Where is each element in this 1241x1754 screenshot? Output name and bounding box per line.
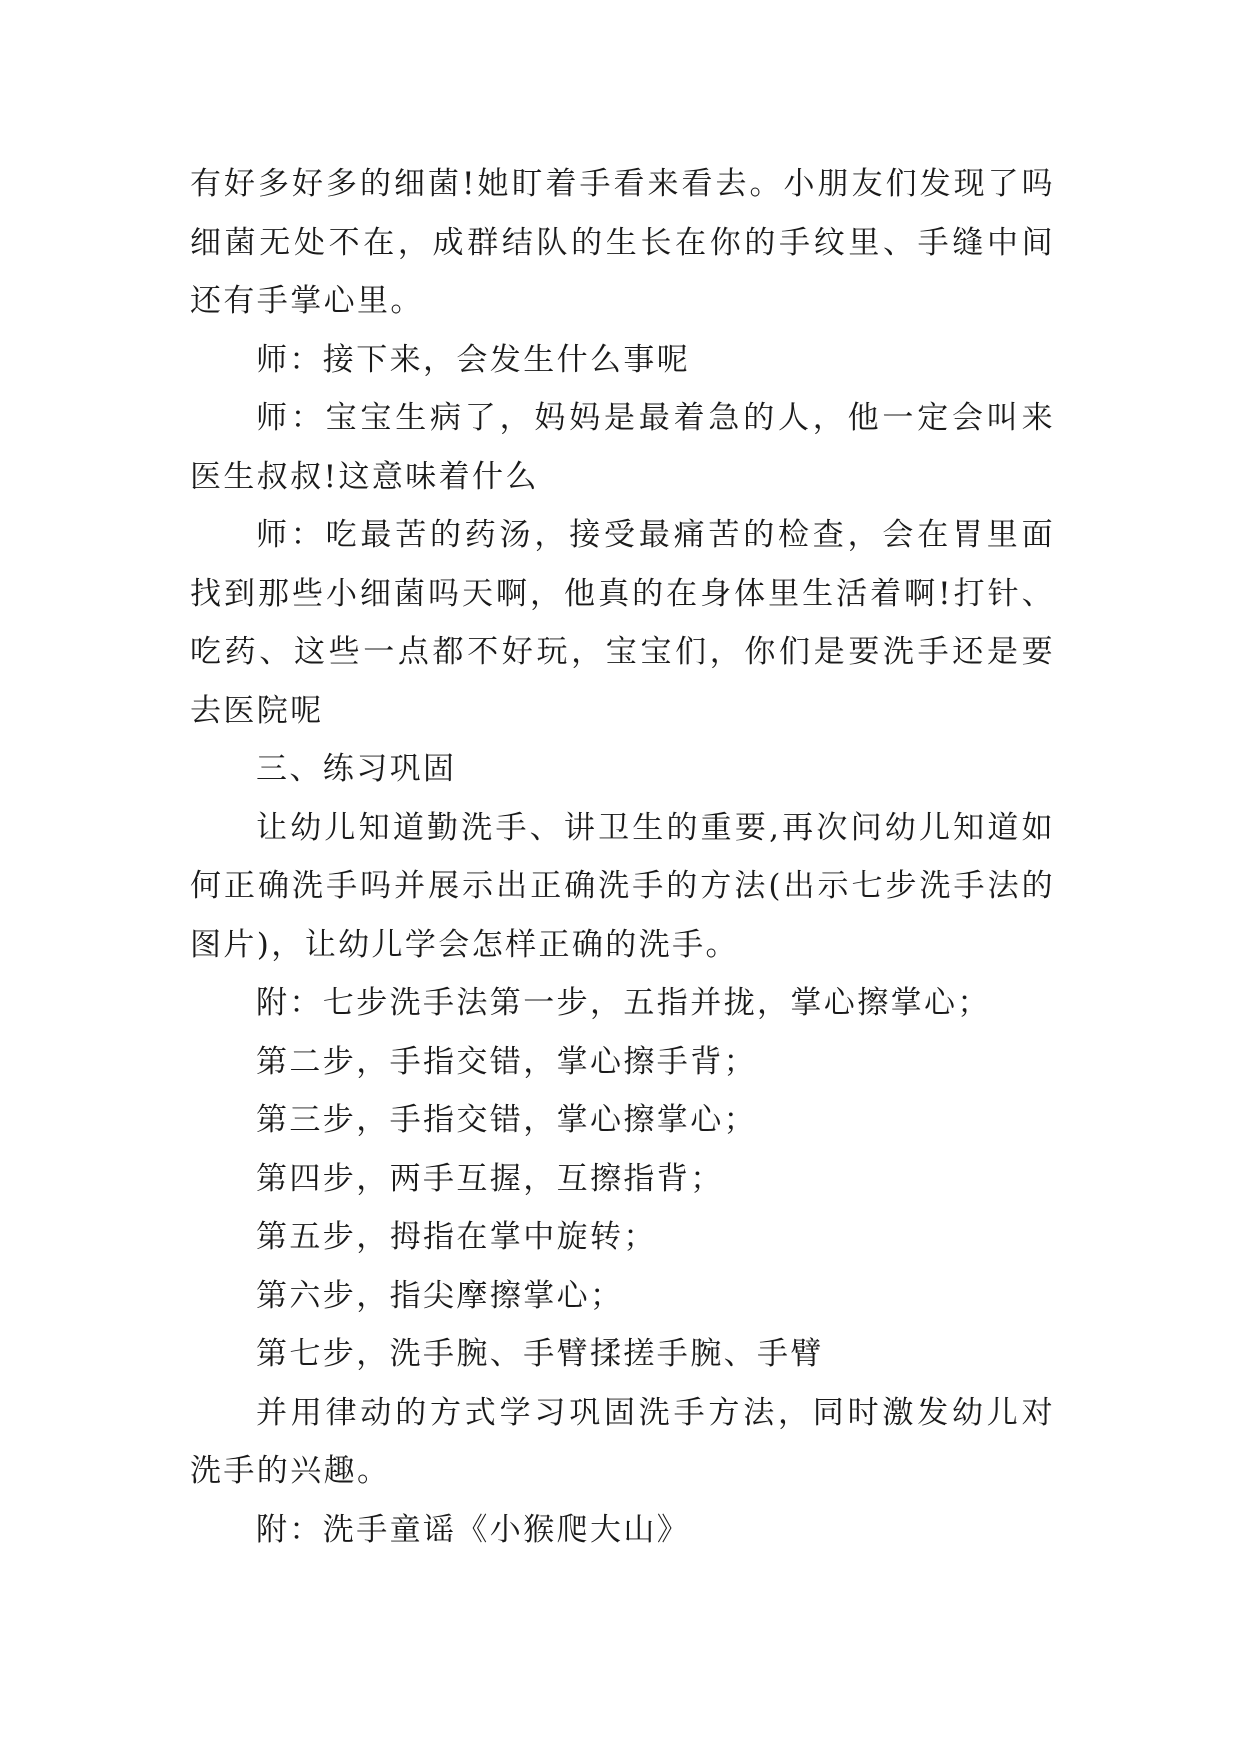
paragraph-teacher-question-next: 师：接下来，会发生什么事呢 [256,341,691,378]
list-item-step-1: 附：七步洗手法第一步，五指并拢，掌心擦掌心； [256,985,991,1021]
paragraph-teacher-medicine: 师：吃最苦的药汤，接受最痛苦的检查，会在胃里面找到那些小细菌吗天啊，他真的在身体里生活着啊!打针、吃药、这些一点都不好玩，宝宝们，你们是要洗手还是要去医院呢 [190,517,1055,729]
list-item-step-3: 第三步，手指交错，掌心擦掌心； [256,1102,757,1138]
list-item-step-2: 第二步，手指交错，掌心擦手背； [256,1043,757,1080]
list-item-step-4: 第四步，两手互握，互擦指背； [256,1160,724,1197]
paragraph-nursery-rhyme: 附：洗手童谣《小猴爬大山》 [256,1511,691,1548]
paragraph-teacher-baby-sick: 师：宝宝生病了，妈妈是最着急的人，他一定会叫来医生叔叔!这意味着什么 [190,400,1055,495]
document-body [190,155,1055,1559]
paragraph-rhythm-practice: 并用律动的方式学习巩固洗手方法，同时激发幼儿对洗手的兴趣。 [190,1394,1055,1489]
list-item-step-5: 第五步，拇指在掌中旋转； [256,1219,657,1255]
list-item-step-6: 第六步，指尖摩擦掌心； [256,1277,624,1314]
paragraph-practice-description: 让幼儿知道勤洗手、讲卫生的重要,再次问幼儿知道如何正确洗手吗并展示出正确洗手的方法(出示七步洗手法的图片)，让幼儿学会怎样正确的洗手。 [190,809,1055,963]
paragraph-bacteria-intro: 有好多好多的细菌!她盯着手看来看去。小朋友们发现了吗细菌无处不在，成群结队的生长在你的手纹里、手缝中间还有手掌心里。 [190,166,1055,319]
list-item-step-7: 第七步，洗手腕、手臂揉搓手腕、手臂 [256,1336,824,1372]
section-heading-practice: 三、练习巩固 [256,751,457,787]
